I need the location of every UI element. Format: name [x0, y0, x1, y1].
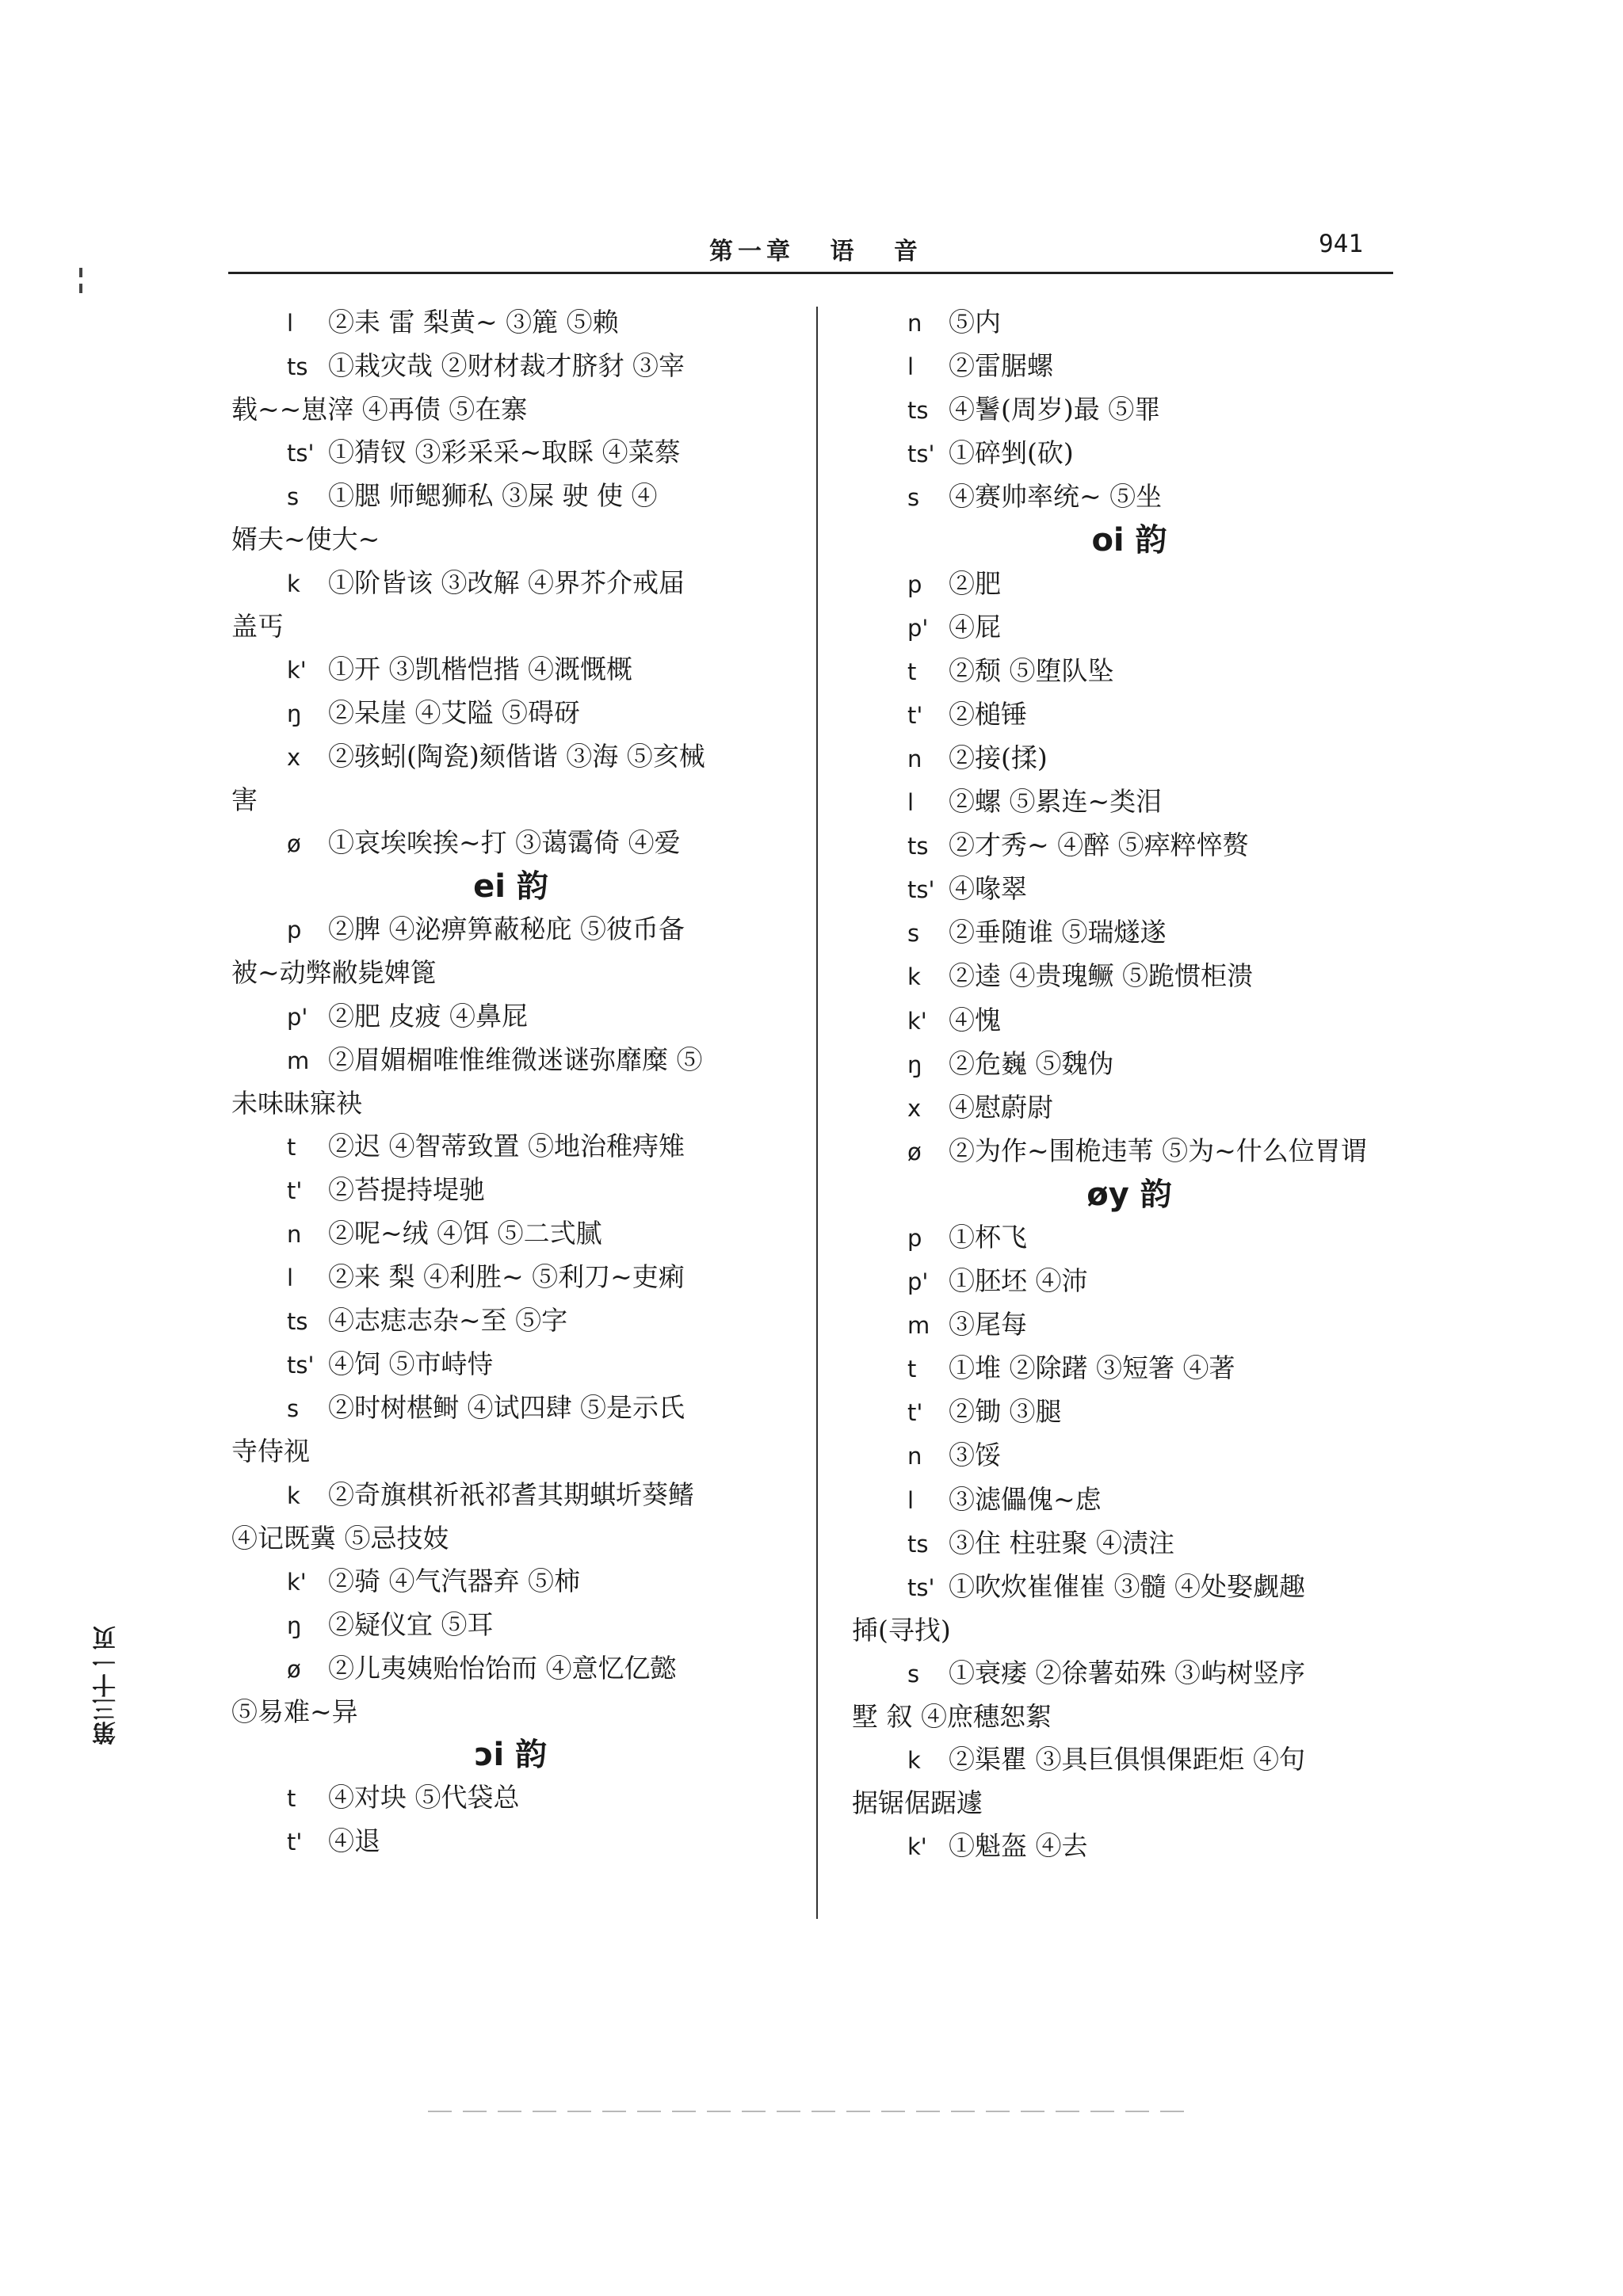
syllable-entry — [852, 1260, 1407, 1303]
character-list: ②奇旗棋祈祇祁耆其期蜞圻葵鳍 — [328, 1478, 694, 1510]
entry-continuation — [231, 1517, 790, 1560]
character-list: ②脾 ④泌痹箅蔽秘庇 ⑤彼币备 — [328, 913, 685, 945]
initial-consonant: t' — [907, 1399, 923, 1427]
character-list: ②疑仪宜 ⑤耳 — [328, 1608, 494, 1640]
entry-continuation — [231, 779, 790, 822]
character-list: ①吹炊崔催崔 ③髓 ④处娶觑趣 — [949, 1570, 1305, 1602]
initial-consonant: n — [907, 310, 922, 337]
syllable-entry — [852, 1434, 1407, 1478]
entry-continuation — [231, 1691, 790, 1733]
character-list: ①腮 师鳃狮私 ③屎 驶 使 ④ — [328, 480, 658, 512]
entry-continuation — [231, 952, 790, 994]
syllable-entry — [852, 1043, 1407, 1086]
character-list: ③尾每 — [949, 1309, 1027, 1341]
character-list: ④屁 — [949, 611, 1001, 643]
syllable-entry — [231, 562, 790, 605]
initial-consonant: ŋ — [287, 700, 302, 727]
character-list: ④记既冀 ⑤忌技妓 — [231, 1522, 449, 1554]
character-list: ④对块 ⑤代袋总 — [328, 1782, 520, 1814]
initial-consonant: k — [287, 570, 300, 597]
character-list: ⑤易难~异 — [231, 1696, 358, 1727]
character-list: ②垂随谁 ⑤瑞燧遂 — [949, 917, 1167, 948]
character-list: ②肥 — [949, 567, 1001, 599]
syllable-entry — [231, 692, 790, 735]
syllable-entry — [231, 1256, 790, 1299]
header-rule — [228, 272, 1393, 274]
syllable-entry — [231, 648, 790, 692]
margin-marks — [76, 261, 87, 309]
syllable-entry — [231, 301, 790, 345]
initial-consonant: ŋ — [907, 1051, 922, 1078]
syllable-entry — [231, 345, 790, 388]
character-list: ②肥 皮疲 ④鼻屁 — [328, 1000, 528, 1032]
syllable-entry — [231, 1343, 790, 1386]
character-list: 据锯倨踞遽 — [852, 1787, 983, 1819]
character-list: ②骑 ④气汽器弃 ⑤柿 — [328, 1565, 580, 1596]
initial-consonant: l — [287, 310, 294, 337]
initial-consonant: ts — [907, 1530, 929, 1558]
initial-consonant: t — [907, 1356, 917, 1383]
initial-consonant: t — [287, 1133, 296, 1161]
initial-consonant: l — [287, 1264, 294, 1292]
character-list: ①开 ③凯楷恺揩 ④溉慨概 — [328, 653, 632, 685]
syllable-entry — [231, 735, 790, 779]
initial-consonant: p' — [287, 1003, 308, 1031]
syllable-entry — [231, 1299, 790, 1343]
initial-consonant: m — [907, 1312, 930, 1340]
syllable-entry — [231, 1125, 790, 1169]
initial-consonant: ts — [287, 353, 308, 381]
entry-continuation — [231, 1082, 790, 1125]
initial-consonant: n — [907, 1443, 922, 1470]
character-list: ①阶皆该 ③改解 ④界芥介戒届 — [328, 566, 685, 598]
scan-rule — [428, 2111, 1189, 2112]
character-list: ①哀埃唉挨~打 ③蔼霭倚 ④爱 — [328, 827, 681, 859]
initial-consonant: n — [907, 745, 922, 772]
initial-consonant: ts' — [907, 876, 935, 904]
initial-consonant: t' — [287, 1829, 303, 1856]
character-list: ④饲 ⑤市峙恃 — [328, 1348, 494, 1380]
character-list: ②儿夷姨贻怡饴而 ④意忆亿懿 — [328, 1652, 677, 1684]
character-list: ④鬐(周岁)最 ⑤罪 — [949, 394, 1161, 425]
initial-consonant: ŋ — [287, 1611, 302, 1639]
entry-continuation — [852, 1782, 1407, 1825]
syllable-entry — [231, 1039, 790, 1082]
initial-consonant: t — [907, 658, 917, 685]
syllable-entry — [852, 606, 1407, 650]
initial-consonant: ø — [287, 830, 301, 858]
character-list: ①堆 ②除躇 ③短箸 ④著 — [949, 1352, 1235, 1384]
initial-consonant: l — [907, 353, 915, 381]
entry-continuation — [231, 1430, 790, 1473]
initial-consonant: s — [907, 484, 920, 512]
character-list: 揷(寻找) — [852, 1614, 951, 1646]
syllable-entry — [852, 1390, 1407, 1434]
initial-consonant: k — [907, 963, 921, 991]
page-number: 941 — [1319, 230, 1363, 258]
character-list: ①碎剉(砍) — [949, 437, 1074, 469]
syllable-entry — [231, 1386, 790, 1430]
character-list: ②骇蚓(陶瓷)颏偕谐 ③海 ⑤亥械 — [328, 740, 705, 772]
character-list: ①猜钗 ③彩采采~取睬 ④菜蔡 — [328, 437, 681, 468]
syllable-entry — [231, 995, 790, 1039]
initial-consonant: k' — [907, 1833, 927, 1861]
character-list: ①魁盔 ④去 — [949, 1830, 1088, 1862]
side-page-label: 第三十一页 — [92, 1623, 116, 1745]
initial-consonant: ts' — [287, 1352, 315, 1379]
character-list: ②呆崖 ④艾隘 ⑤碍砑 — [328, 696, 580, 728]
syllable-entry — [852, 693, 1407, 737]
syllable-entry — [231, 822, 790, 865]
left-column — [231, 301, 790, 1863]
syllable-entry — [852, 824, 1407, 868]
initial-consonant: ts — [907, 833, 929, 860]
initial-consonant: s — [287, 483, 300, 511]
initial-consonant: t — [287, 1785, 296, 1813]
syllable-entry — [852, 1522, 1407, 1566]
initial-consonant: p — [287, 917, 302, 944]
character-list: ②接(揉) — [949, 742, 1048, 773]
syllable-entry — [852, 563, 1407, 606]
initial-consonant: k — [907, 1747, 921, 1775]
syllable-entry — [231, 1647, 790, 1691]
syllable-entry — [852, 1303, 1407, 1347]
syllable-entry — [852, 1130, 1407, 1173]
initial-consonant: k — [287, 1482, 300, 1509]
character-list: ④慰蔚尉 — [949, 1091, 1053, 1123]
syllable-entry — [852, 1652, 1407, 1695]
initial-consonant: ts — [907, 397, 929, 425]
initial-consonant: p — [907, 570, 922, 598]
syllable-entry — [852, 737, 1407, 780]
character-list: ②耒 雷 梨黄~ ③簏 ⑤赖 — [328, 307, 619, 338]
character-list: ②来 梨 ④利胜~ ⑤利刀~吏痢 — [328, 1261, 685, 1293]
syllable-entry — [852, 1086, 1407, 1130]
running-header: 第一章 语 音 — [709, 238, 922, 265]
character-list: ②危巍 ⑤魏伪 — [949, 1047, 1114, 1079]
syllable-entry — [231, 475, 790, 518]
character-list: ②渠瞿 ③具巨俱惧倮距炬 ④句 — [949, 1744, 1305, 1775]
character-list: ④愧 — [949, 1004, 1001, 1035]
character-list: ②才秀~ ④醉 ⑤瘁粹悴赘 — [949, 830, 1249, 861]
syllable-entry — [852, 1347, 1407, 1390]
syllable-entry — [231, 431, 790, 475]
character-list: ②迟 ④智蒂致置 ⑤地治稚痔雉 — [328, 1130, 685, 1161]
character-list: 盖丐 — [231, 610, 284, 642]
syllable-entry — [231, 1604, 790, 1647]
syllable-entry — [231, 908, 790, 952]
syllable-entry — [852, 345, 1407, 388]
syllable-entry — [852, 301, 1407, 345]
entry-continuation — [231, 605, 790, 648]
character-list: ②为作~围桅违苇 ⑤为~什么位胃谓 — [949, 1135, 1367, 1166]
initial-consonant: l — [907, 789, 915, 817]
syllable-entry — [852, 650, 1407, 693]
entry-continuation — [852, 1695, 1407, 1738]
character-list: ④志痣志杂~至 ⑤字 — [328, 1305, 568, 1337]
rhyme-section-heading: oi 韵 — [1091, 522, 1167, 559]
character-list: ④退 — [328, 1825, 380, 1857]
character-list: ②逵 ④贵瑰鳜 ⑤跪惯柜溃 — [949, 960, 1253, 992]
character-list: ③滤儡傀~虑 — [949, 1483, 1102, 1515]
character-list: ③住 柱驻聚 ④渍注 — [949, 1527, 1174, 1558]
character-list: ②螺 ⑤累连~类泪 — [949, 786, 1163, 818]
initial-consonant: s — [907, 920, 920, 948]
character-list: ②锄 ③腿 — [949, 1396, 1062, 1428]
initial-consonant: p — [907, 1224, 922, 1252]
initial-consonant: l — [907, 1486, 915, 1514]
character-list: ②苔提持堤驰 — [328, 1173, 485, 1205]
syllable-entry — [852, 432, 1407, 475]
syllable-entry — [852, 1566, 1407, 1609]
syllable-entry — [231, 1169, 790, 1212]
syllable-entry — [231, 1776, 790, 1820]
initial-consonant: t' — [287, 1177, 303, 1204]
syllable-entry — [852, 999, 1407, 1043]
character-list: ①衰痿 ②徐薯茹殊 ③屿树竖序 — [949, 1657, 1305, 1688]
character-list: ②时树椹鲥 ④试四肆 ⑤是示氏 — [328, 1392, 685, 1424]
initial-consonant: ts' — [907, 441, 935, 468]
column-divider — [816, 307, 818, 1919]
initial-consonant: ts' — [287, 440, 315, 467]
syllable-entry — [852, 1825, 1407, 1868]
syllable-entry — [852, 388, 1407, 432]
initial-consonant: ts' — [907, 1573, 935, 1601]
syllable-entry — [852, 780, 1407, 824]
rhyme-section-heading: ɔi 韵 — [474, 1737, 548, 1774]
syllable-entry — [231, 1560, 790, 1604]
character-list: ②呢~绒 ④饵 ⑤二弍腻 — [328, 1217, 602, 1249]
syllable-entry — [852, 868, 1407, 911]
entry-continuation — [852, 1609, 1407, 1652]
initial-consonant: s — [907, 1660, 920, 1688]
syllable-entry — [231, 1474, 790, 1517]
character-list: 寺侍视 — [231, 1436, 310, 1467]
character-list: ③馁 — [949, 1440, 1001, 1471]
character-list: 被~动弊敝毙婢篦 — [231, 957, 437, 989]
character-list: 载~~崽滓 ④再债 ⑤在寨 — [231, 394, 528, 425]
initial-consonant: t' — [907, 701, 923, 729]
character-list: 墅 叙 ④庶穗恕絮 — [852, 1701, 1052, 1732]
initial-consonant: ø — [287, 1655, 301, 1683]
character-list: ⑤内 — [949, 307, 1001, 338]
character-list: ②颓 ⑤堕队坠 — [949, 654, 1114, 686]
initial-consonant: k' — [287, 656, 307, 684]
entry-continuation — [231, 388, 790, 431]
syllable-entry — [852, 1216, 1407, 1260]
rhyme-section-heading: ei 韵 — [473, 868, 548, 906]
character-list: ①栽灾哉 ②财材裁才脐豺 ③宰 — [328, 350, 685, 382]
syllable-entry — [231, 1820, 790, 1863]
syllable-entry — [852, 911, 1407, 955]
character-list: 未味昧寐袂 — [231, 1087, 362, 1119]
initial-consonant: p' — [907, 614, 929, 642]
character-list: ④赛帅率统~ ⑤坐 — [949, 481, 1163, 513]
character-list: ④喙翠 — [949, 873, 1027, 905]
right-column — [852, 301, 1407, 1868]
character-list: ②雷腒螺 — [949, 350, 1053, 382]
initial-consonant: x — [907, 1094, 922, 1122]
syllable-entry — [852, 1478, 1407, 1522]
rhyme-section-heading: øy 韵 — [1086, 1176, 1172, 1213]
syllable-entry — [231, 1212, 790, 1256]
initial-consonant: x — [287, 743, 301, 771]
character-list: ②槌锤 — [949, 698, 1027, 730]
syllable-entry — [852, 1738, 1407, 1782]
character-list: 婿夫~使大~ — [231, 524, 380, 555]
syllable-entry — [852, 475, 1407, 519]
character-list: ①杯飞 — [949, 1221, 1027, 1253]
initial-consonant: k' — [287, 1568, 307, 1596]
character-list: 害 — [231, 784, 258, 816]
entry-continuation — [231, 518, 790, 561]
initial-consonant: ts — [287, 1308, 308, 1336]
initial-consonant: ø — [907, 1138, 922, 1165]
initial-consonant: k' — [907, 1007, 927, 1035]
character-list: ②眉媚楣唯惟维微迷谜弥靡糜 ⑤ — [328, 1043, 703, 1075]
character-list: ①胚坯 ④沛 — [949, 1265, 1088, 1297]
initial-consonant: m — [287, 1047, 310, 1074]
initial-consonant: n — [287, 1220, 302, 1248]
syllable-entry — [852, 955, 1407, 998]
initial-consonant: p' — [907, 1268, 929, 1296]
initial-consonant: s — [287, 1395, 300, 1423]
